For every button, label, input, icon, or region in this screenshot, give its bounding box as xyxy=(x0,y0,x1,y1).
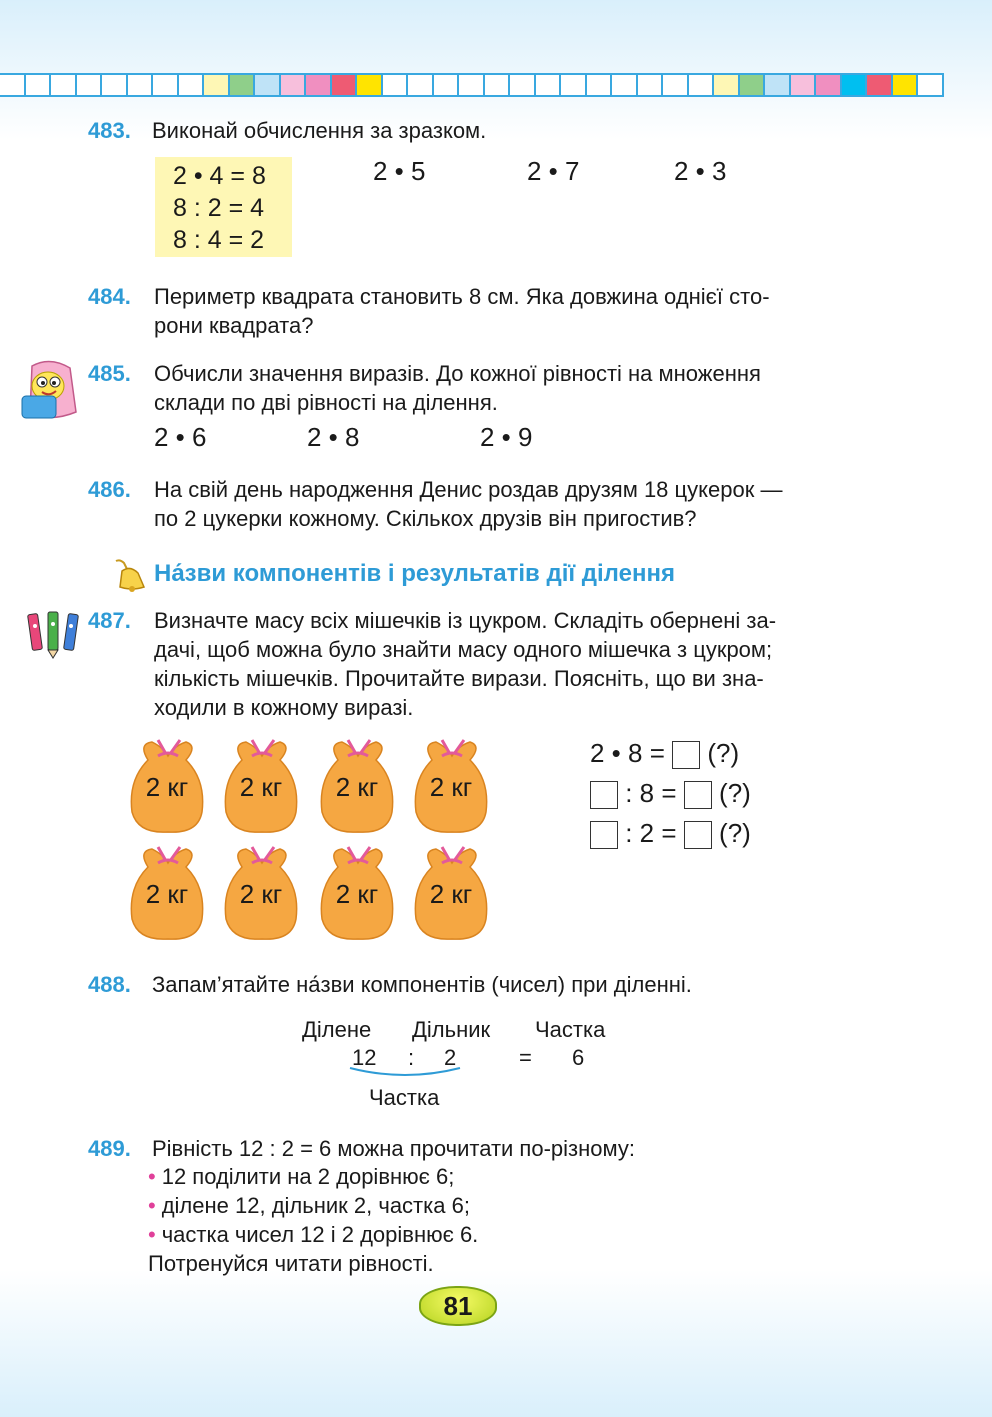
exercise-488 xyxy=(88,970,692,999)
sugar-bag xyxy=(128,738,206,828)
answer-box[interactable] xyxy=(684,821,712,849)
exercise-number: 489. xyxy=(88,1136,131,1161)
division-sign: : xyxy=(408,1045,415,1070)
label-divisor: Дільник xyxy=(412,1017,491,1042)
backpack-icon xyxy=(18,360,84,422)
task-expression: 2 • 8 xyxy=(307,422,360,452)
bag-label: 2 кг xyxy=(335,879,379,909)
list-item: • 12 поділити на 2 дорівнює 6; xyxy=(148,1164,455,1189)
equation-row xyxy=(590,738,739,769)
exercise-text xyxy=(154,606,854,722)
task-expression: 2 • 9 xyxy=(480,422,533,452)
pencils-icon xyxy=(24,608,84,660)
question-mark: (?) xyxy=(707,738,740,768)
section-heading: На́зви компонентів і результатів дії ділення xyxy=(154,560,675,587)
sugar-bag xyxy=(412,845,490,935)
sample-line: 8 : 2 = 4 xyxy=(173,194,265,222)
list-item-text: частка чисел 12 і 2 дорівнює 6. xyxy=(161,1222,479,1247)
top-decor-strip xyxy=(0,73,992,101)
equation-text: 2 • 8 = xyxy=(590,738,665,768)
text-line: На свій день народження Денис роздав друзям 18 цукерок — xyxy=(154,477,783,502)
sugar-bag xyxy=(318,845,396,935)
value-dividend: 12 xyxy=(352,1045,377,1070)
exercise-number: 485. xyxy=(88,361,131,386)
exercise-486 xyxy=(88,475,152,504)
task-expression: 2 • 6 xyxy=(154,422,207,452)
equation-row xyxy=(590,778,751,809)
label-quotient-under: Частка xyxy=(369,1085,440,1110)
exercise-text: Запам’ятайте на́зви компонентів (чисел) при діленні. xyxy=(152,972,692,997)
equation-text: : 2 = xyxy=(625,818,677,848)
list-item: • ділене 12, дільник 2, частка 6; xyxy=(148,1193,470,1218)
equals-sign: = xyxy=(519,1045,532,1070)
page-number: 81 xyxy=(419,1286,497,1326)
sample-line: 2 • 4 = 8 xyxy=(173,162,266,190)
equation-row xyxy=(590,818,751,849)
exercise-number: 483. xyxy=(88,118,131,143)
value-quotient: 6 xyxy=(572,1045,585,1070)
question-mark: (?) xyxy=(719,778,751,808)
exercise-number: 487. xyxy=(88,608,131,633)
answer-box[interactable] xyxy=(672,741,700,769)
exercise-text xyxy=(154,475,854,533)
exercise-text xyxy=(154,282,854,340)
question-mark: (?) xyxy=(719,818,751,848)
bag-label: 2 кг xyxy=(145,879,189,909)
exercise-484 xyxy=(88,282,152,311)
brace-arc xyxy=(346,1064,464,1080)
exercise-text xyxy=(154,359,854,417)
final-line: Потренуйся читати рівності. xyxy=(148,1251,434,1276)
answer-box[interactable] xyxy=(590,781,618,809)
task-expression: 2 • 3 xyxy=(674,156,727,186)
exercise-489 xyxy=(88,1134,635,1163)
bullet-list xyxy=(148,1162,848,1278)
bag-label: 2 кг xyxy=(239,772,283,802)
value-divisor: 2 xyxy=(444,1045,457,1070)
exercise-number: 484. xyxy=(88,284,131,309)
sugar-bag xyxy=(128,845,206,935)
sugar-bag xyxy=(222,845,300,935)
text-line: рони квадрата? xyxy=(154,313,314,338)
bag-label: 2 кг xyxy=(429,772,473,802)
list-item-text: 12 поділити на 2 дорівнює 6; xyxy=(161,1164,455,1189)
bag-label: 2 кг xyxy=(239,879,283,909)
label-quotient: Частка xyxy=(535,1017,606,1042)
sample-line: 8 : 4 = 2 xyxy=(173,226,265,254)
bell-icon xyxy=(112,557,148,593)
list-item-text: ділене 12, дільник 2, частка 6; xyxy=(161,1193,470,1218)
answer-box[interactable] xyxy=(590,821,618,849)
exercise-number: 486. xyxy=(88,477,131,502)
label-dividend: Ділене xyxy=(302,1017,372,1042)
equation-text: : 8 = xyxy=(625,778,677,808)
exercise-487 xyxy=(88,606,152,635)
sugar-bag xyxy=(412,738,490,828)
exercise-number: 488. xyxy=(88,972,131,997)
bag-label: 2 кг xyxy=(335,772,379,802)
sugar-bag xyxy=(222,738,300,828)
text-line: Обчисли значення виразів. До кожної рівності на множення xyxy=(154,361,761,386)
answer-box[interactable] xyxy=(684,781,712,809)
text-line: Визначте масу всіх мішечків із цукром. Складіть обернені за- xyxy=(154,608,777,633)
text-line: склади по дві рівності на ділення. xyxy=(154,390,498,415)
exercise-485 xyxy=(88,359,152,388)
bag-label: 2 кг xyxy=(429,879,473,909)
exercise-483 xyxy=(88,116,486,145)
sample-box xyxy=(155,157,292,257)
exercise-text: Рівність 12 : 2 = 6 можна прочитати по-різному: xyxy=(152,1136,635,1161)
list-item: • частка чисел 12 і 2 дорівнює 6. xyxy=(148,1222,479,1247)
text-line: ходили в кожному виразі. xyxy=(154,695,414,720)
bag-label: 2 кг xyxy=(145,772,189,802)
sugar-bag xyxy=(318,738,396,828)
text-line: дачі, щоб можна було знайти масу одного мішечка з цукром; xyxy=(154,637,773,662)
text-line: Периметр квадрата становить 8 см. Яка довжина однієї сто- xyxy=(154,284,770,309)
text-line: по 2 цукерки кожному. Скількох друзів він пригостив? xyxy=(154,506,697,531)
task-expression: 2 • 5 xyxy=(373,156,426,186)
task-expression: 2 • 7 xyxy=(527,156,580,186)
text-line: кількість мішечків. Прочитайте вирази. Поясніть, що ви зна- xyxy=(154,666,764,691)
exercise-text: Виконай обчислення за зразком. xyxy=(152,118,487,143)
